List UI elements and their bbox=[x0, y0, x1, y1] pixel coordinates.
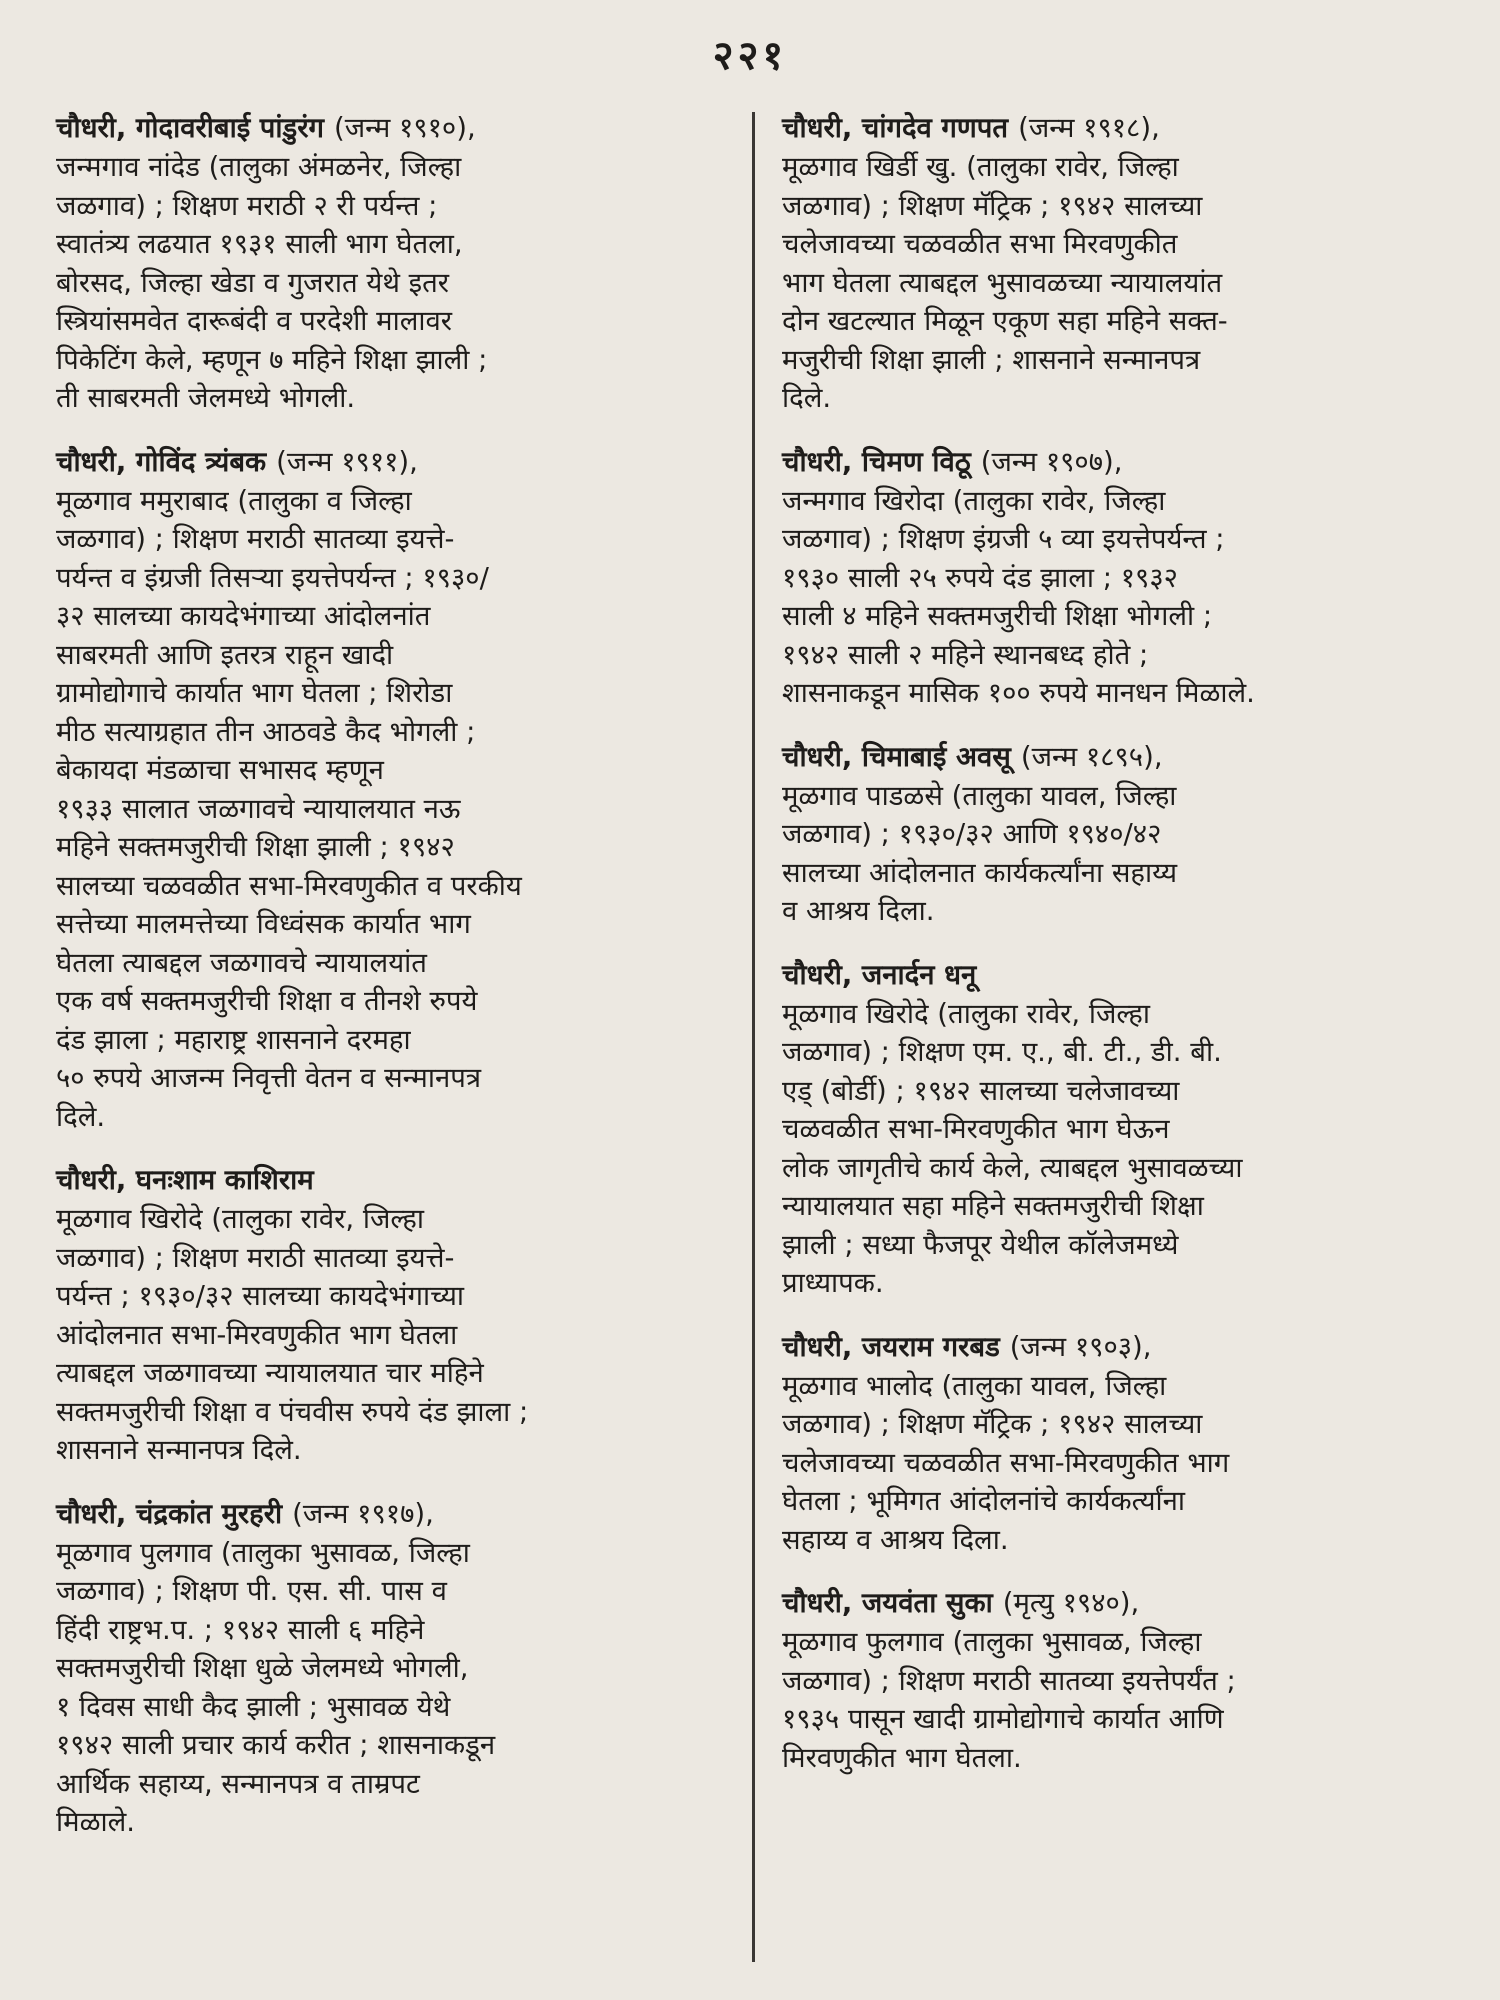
entry-name: चौधरी, जनार्दन धनू bbox=[782, 958, 977, 991]
entry-line: सक्तमजुरीची शिक्षा धुळे जेलमध्ये भोगली, bbox=[56, 1652, 469, 1684]
entry-line: मूळगाव पुलगाव (तालुका भुसावळ, जिल्हा bbox=[56, 1536, 470, 1569]
entry-line: शासनाकडून मासिक १०० रुपये मानधन मिळाले. bbox=[782, 677, 1255, 709]
entry-line: १९३५ पासून खादी ग्रामोद्योगाचे कार्यात आणि bbox=[782, 1703, 1224, 1735]
entry-body bbox=[782, 1367, 1452, 1560]
entry-body bbox=[782, 482, 1452, 713]
entry bbox=[782, 442, 1452, 713]
entry-line: ५० रुपये आजन्म निवृत्ती वेतन व सन्मानपत्र bbox=[56, 1062, 482, 1094]
entry-name: चौधरी, चांगदेव गणपत bbox=[782, 112, 1009, 144]
entry-name: चौधरी, चिमाबाई अवसू bbox=[782, 740, 1011, 773]
entry-line: १९४२ साली २ महिने स्थानबध्द होते ; bbox=[782, 638, 1149, 671]
entry-body bbox=[56, 1534, 728, 1842]
entry bbox=[56, 1160, 728, 1470]
entry-heading bbox=[56, 442, 728, 482]
entry-name: चौधरी, जयराम गरबड bbox=[782, 1330, 1000, 1363]
entry-line: मजुरीची शिक्षा झाली ; शासनाने सन्मानपत्र bbox=[782, 343, 1201, 376]
entry-heading bbox=[782, 955, 1452, 995]
entry-line: मीठ सत्याग्रहात तीन आठवडे कैद भोगली ; bbox=[56, 715, 476, 748]
entry-line: सक्तमजुरीची शिक्षा व पंचवीस रुपये दंड झाला ; bbox=[56, 1395, 529, 1428]
entry-line: लोक जागृतीचे कार्य केले, त्याबद्दल भुसावळच्या bbox=[782, 1151, 1243, 1184]
entry-line: पिकेटिंग केले, म्हणून ७ महिने शिक्षा झाली ; bbox=[56, 343, 488, 376]
entry-heading bbox=[782, 442, 1452, 482]
entry bbox=[782, 955, 1452, 1303]
entry-line: १९३३ सालात जळगावचे न्यायालयात नऊ bbox=[56, 792, 461, 825]
entry-body bbox=[56, 1200, 728, 1470]
entry-line: पर्यन्त व इंग्रजी तिसऱ्या इयत्तेपर्यन्त ; १९३०/ bbox=[56, 561, 489, 594]
entry-dates: (जन्म १९१८), bbox=[1018, 112, 1160, 144]
entry-dates: (जन्म १९१७), bbox=[292, 1497, 434, 1530]
entry bbox=[782, 108, 1452, 418]
entry-line: स्त्रियांसमवेत दारूबंदी व परदेशी मालावर bbox=[56, 305, 453, 337]
entry-line: जन्मगाव खिरोदा (तालुका रावेर, जिल्हा bbox=[782, 484, 1166, 517]
left-column bbox=[56, 108, 728, 1866]
entry-line: मिरवणुकीत भाग घेतला. bbox=[782, 1741, 1022, 1774]
entry-line: मिळाले. bbox=[56, 1806, 135, 1838]
entry-heading bbox=[56, 1494, 728, 1534]
entry-name: चौधरी, गोदावरीबाई पांडुरंग bbox=[56, 112, 324, 144]
entry-line: आंदोलनात सभा-मिरवणुकीत भाग घेतला bbox=[56, 1318, 458, 1351]
entry-dates: (जन्म १९११), bbox=[276, 445, 418, 478]
entry-line: ती साबरमती जेलमध्ये भोगली. bbox=[56, 382, 356, 414]
entry-line: स्वातंत्र्य लढयात १९३१ साली भाग घेतला, bbox=[56, 228, 463, 260]
entry-heading bbox=[56, 108, 728, 148]
entry-heading bbox=[782, 1327, 1452, 1367]
entry-line: बोरसद, जिल्हा खेडा व गुजरात येथे इतर bbox=[56, 266, 450, 299]
entry-dates: (जन्म १९१०), bbox=[333, 112, 476, 144]
page-number: २२१ bbox=[712, 33, 788, 79]
entry-line: बेकायदा मंडळाचा सभासद म्हणून bbox=[56, 754, 384, 786]
entry bbox=[56, 442, 728, 1137]
entry-line: मूळगाव खिरोदे (तालुका रावेर, जिल्हा bbox=[782, 997, 1150, 1030]
entry bbox=[782, 1327, 1452, 1560]
entry-line: भाग घेतला त्याबद्दल भुसावळच्या न्यायालयांत bbox=[782, 266, 1223, 299]
entry-line: घेतला ; भूमिगत आंदोलनांचे कार्यकर्त्यांना bbox=[782, 1485, 1186, 1517]
entry-line: त्याबद्दल जळगावच्या न्यायालयात चार महिने bbox=[56, 1357, 484, 1389]
entry-line: १ दिवस साधी कैद झाली ; भुसावळ येथे bbox=[56, 1690, 451, 1723]
entry-name: चौधरी, जयवंता सुका bbox=[782, 1587, 993, 1619]
entry-line: दंड झाला ; महाराष्ट्र शासनाने दरमहा bbox=[56, 1023, 411, 1056]
entry-line: जळगाव) ; शिक्षण मॅट्रिक ; १९४२ सालच्या bbox=[782, 1408, 1203, 1440]
entry-line: घेतला त्याबद्दल जळगावचे न्यायालयांत bbox=[56, 946, 427, 979]
entry-line: चलेजावच्या चळवळीत सभा मिरवणुकीत bbox=[782, 228, 1178, 260]
entry-line: आर्थिक सहाय्य, सन्मानपत्र व ताम्रपट bbox=[56, 1767, 420, 1800]
entry-line: सालच्या चळवळीत सभा-मिरवणुकीत व परकीय bbox=[56, 869, 522, 902]
entry-line: सालच्या आंदोलनात कार्यकर्त्यांना सहाय्य bbox=[782, 856, 1178, 889]
entry-line: दोन खटल्यात मिळून एकूण सहा महिने सक्त- bbox=[782, 305, 1228, 337]
entry-body bbox=[782, 777, 1452, 931]
entry-line: जळगाव) ; शिक्षण मराठी सातव्या इयत्तेपर्यंत ; bbox=[782, 1664, 1236, 1697]
entry-line: महिने सक्तमजुरीची शिक्षा झाली ; १९४२ bbox=[56, 831, 455, 863]
entry-line: १९४२ साली प्रचार कार्य करीत ; शासनाकडून bbox=[56, 1729, 496, 1761]
entry-line: एड् (बोर्डी) ; १९४२ सालच्या चलेजावच्या bbox=[782, 1074, 1180, 1107]
entry-line: एक वर्ष सक्तमजुरीची शिक्षा व तीनशे रुपये bbox=[56, 985, 478, 1017]
entry-line: मूळगाव भालोद (तालुका यावल, जिल्हा bbox=[782, 1369, 1167, 1402]
entry-heading bbox=[56, 1160, 728, 1200]
entry-body bbox=[56, 148, 728, 418]
entry bbox=[782, 1583, 1452, 1777]
entry-line: न्यायालयात सहा महिने सक्तमजुरीची शिक्षा bbox=[782, 1190, 1204, 1222]
entry-line: सत्तेच्या मालमत्तेच्या विध्वंसक कार्यात भाग bbox=[56, 908, 471, 940]
entry-line: चळवळीत सभा-मिरवणुकीत भाग घेऊन bbox=[782, 1113, 1170, 1145]
entry-line: जळगाव) ; शिक्षण मॅट्रिक ; १९४२ सालच्या bbox=[782, 189, 1203, 222]
entry bbox=[782, 737, 1452, 931]
entry-line: जळगाव) ; शिक्षण मराठी २ री पर्यन्त ; bbox=[56, 189, 438, 222]
entry-heading bbox=[782, 1583, 1452, 1623]
entry-name: चौधरी, चंद्रकांत मुरहरी bbox=[56, 1497, 283, 1530]
entry-line: जळगाव) ; १९३०/३२ आणि १९४०/४२ bbox=[782, 818, 1162, 850]
entry-line: शासनाने सन्मानपत्र दिले. bbox=[56, 1434, 302, 1466]
entry-line: जन्मगाव नांदेड (तालुका अंमळनेर, जिल्हा bbox=[56, 151, 462, 183]
entry-line: ग्रामोद्योगाचे कार्यात भाग घेतला ; शिरोडा bbox=[56, 677, 453, 709]
entry-name: चौधरी, घनःशाम काशिराम bbox=[56, 1164, 314, 1196]
entry-line: प्राध्यापक. bbox=[782, 1267, 884, 1299]
entry-body bbox=[782, 148, 1452, 418]
entry-line: पर्यन्त ; १९३०/३२ सालच्या कायदेभंगाच्या bbox=[56, 1280, 465, 1312]
entry-line: मूळगाव पाडळसे (तालुका यावल, जिल्हा bbox=[782, 779, 1177, 812]
entry-body bbox=[782, 1623, 1452, 1777]
right-column bbox=[782, 108, 1452, 1801]
entry-line: मूळगाव फुलगाव (तालुका भुसावळ, जिल्हा bbox=[782, 1626, 1202, 1658]
entry-name: चौधरी, गोविंद त्र्यंबक bbox=[56, 445, 267, 478]
entry-line: दिले. bbox=[56, 1100, 106, 1133]
entry-line: साबरमती आणि इतरत्र राहून खादी bbox=[56, 638, 394, 671]
entry-heading bbox=[782, 108, 1452, 148]
column-divider bbox=[752, 112, 755, 1962]
entry-line: मूळगाव खिरोदे (तालुका रावेर, जिल्हा bbox=[56, 1203, 424, 1235]
entry-line: मूळगाव खिर्डी खु. (तालुका रावेर, जिल्हा bbox=[782, 151, 1179, 183]
entry-line: सहाय्य व आश्रय दिला. bbox=[782, 1523, 1009, 1556]
entry-name: चौधरी, चिमण विठू bbox=[782, 445, 971, 478]
entry-line: व आश्रय दिला. bbox=[782, 895, 935, 927]
entry-dates: (जन्म १९०३), bbox=[1009, 1330, 1152, 1363]
entry-heading bbox=[782, 737, 1452, 777]
entry-dates: (मृत्यु १९४०), bbox=[1002, 1587, 1140, 1619]
entry-line: ३२ सालच्या कायदेभंगाच्या आंदोलनांत bbox=[56, 600, 431, 632]
entry-line: झाली ; सध्या फैजपूर येथील कॉलेजमध्ये bbox=[782, 1228, 1179, 1261]
entry-line: साली ४ महिने सक्तमजुरीची शिक्षा भोगली ; bbox=[782, 600, 1213, 632]
entry-line: जळगाव) ; शिक्षण एम. ए., बी. टी., डी. बी. bbox=[782, 1036, 1222, 1068]
entry-line: जळगाव) ; शिक्षण मराठी सातव्या इयत्ते- bbox=[56, 1241, 455, 1274]
entry-dates: (जन्म १९०७), bbox=[980, 445, 1123, 478]
entry-line: १९३० साली २५ रुपये दंड झाला ; १९३२ bbox=[782, 561, 1178, 594]
entry-line: मूळगाव ममुराबाद (तालुका व जिल्हा bbox=[56, 484, 412, 517]
entry bbox=[56, 1494, 728, 1842]
entry-line: जळगाव) ; शिक्षण इंग्रजी ५ व्या इयत्तेपर्यन्त ; bbox=[782, 523, 1225, 555]
entry-line: जळगाव) ; शिक्षण मराठी सातव्या इयत्ते- bbox=[56, 523, 455, 555]
entry-body bbox=[782, 995, 1452, 1303]
entry-line: हिंदी राष्ट्रभ.प. ; १९४२ साली ६ महिने bbox=[56, 1613, 425, 1646]
entry-line: चलेजावच्या चळवळीत सभा-मिरवणुकीत भाग bbox=[782, 1446, 1230, 1479]
entry-dates: (जन्म १८९५), bbox=[1020, 740, 1163, 773]
entry-body bbox=[56, 482, 728, 1137]
entry bbox=[56, 108, 728, 418]
entry-line: दिले. bbox=[782, 382, 832, 414]
entry-line: जळगाव) ; शिक्षण पी. एस. सी. पास व bbox=[56, 1575, 447, 1607]
